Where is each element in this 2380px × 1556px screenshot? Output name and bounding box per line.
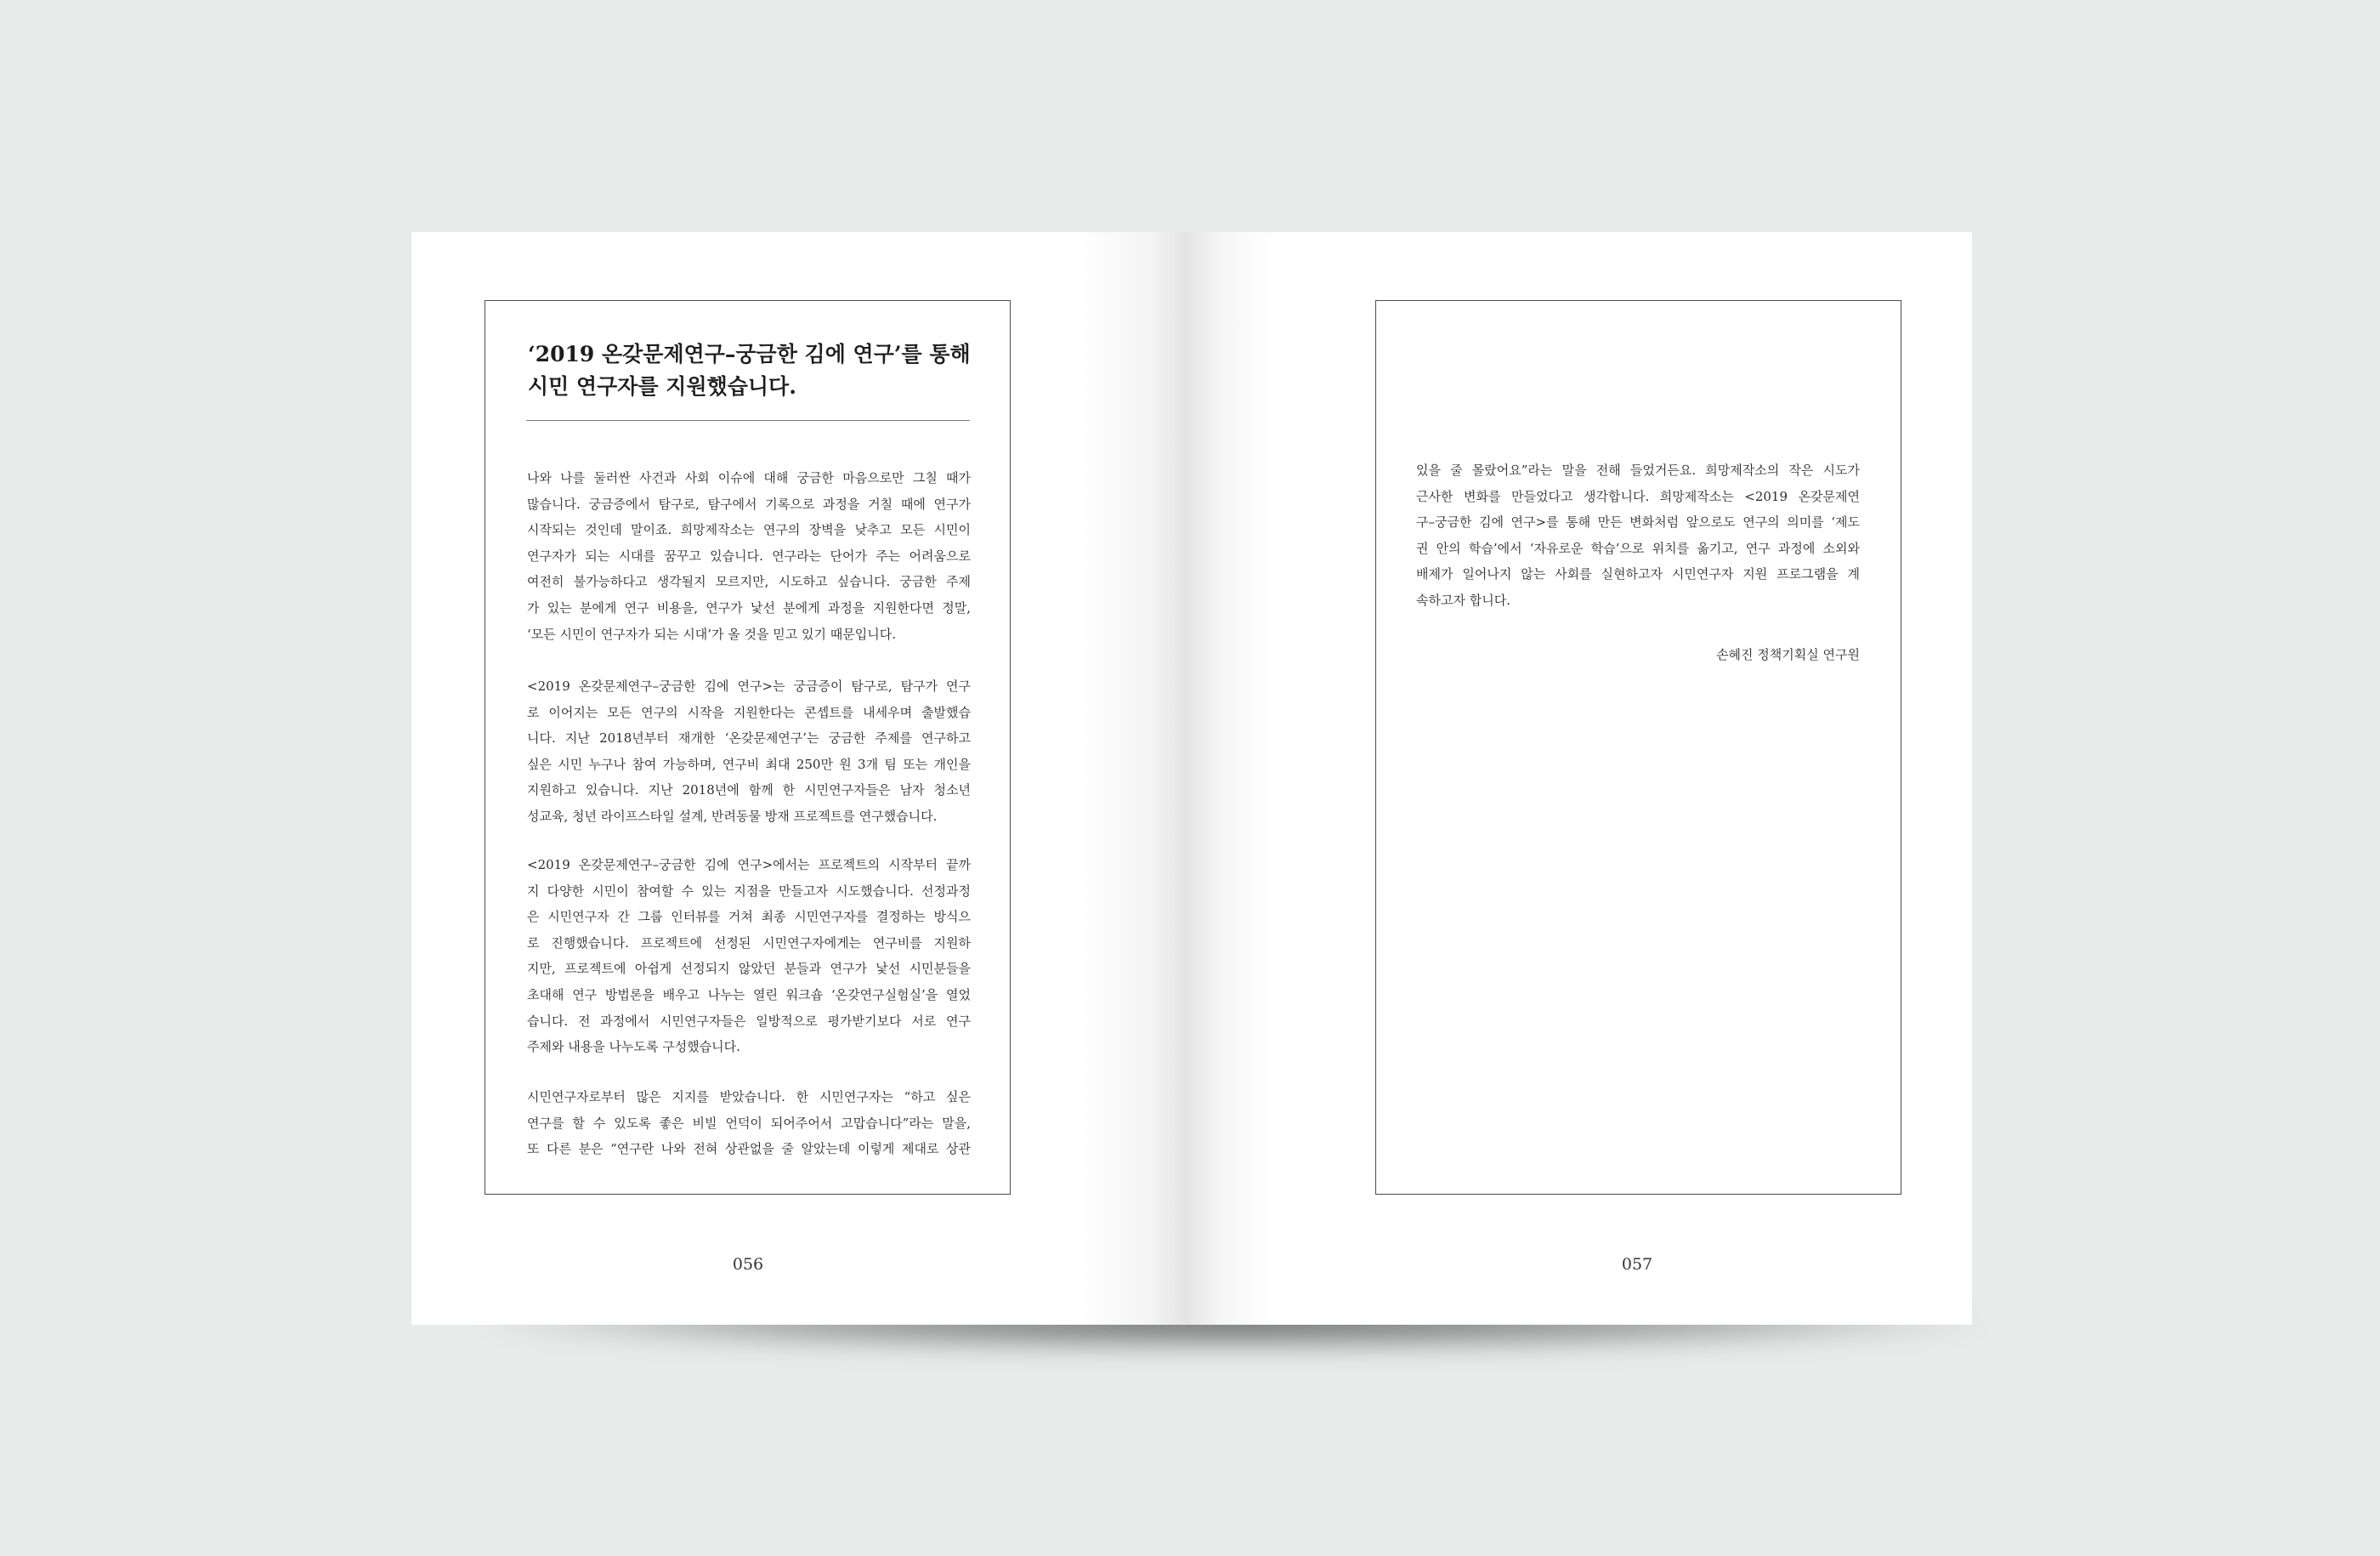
body-paragraph-3 xyxy=(527,852,971,1060)
text-line: 습니다. 전 과정에서 시민연구자들은 일방적으로 평가받기보다 서로 연구 xyxy=(527,1013,971,1029)
text-line: 은 시민연구자 간 그룹 인터뷰를 거쳐 최종 시민연구자를 결정하는 방식으 xyxy=(527,909,971,925)
title-line: 시민 연구자를 지원했습니다. xyxy=(528,374,796,399)
text-line: 또 다른 분은 “연구란 나와 전혀 상관없을 줄 알았는데 이렇게 제대로 상관 xyxy=(527,1141,971,1157)
body-paragraph-2 xyxy=(527,673,971,830)
text-line: 싶은 시민 누구나 참여 가능하며, 연구비 최대 250만 원 3개 팀 또는 개인을 xyxy=(527,756,971,772)
text-line: 니다. 지난 2018년부터 재개한 ‘온갖문제연구’는 궁금한 주제를 연구하고 xyxy=(527,730,971,747)
text-line: 가 있는 분에게 연구 비용을, 연구가 낯선 분에게 과정을 지원한다면 정말, xyxy=(527,599,971,616)
left-page-frame xyxy=(484,300,1011,1195)
body-paragraph-1 xyxy=(527,465,971,647)
title-line: ‘2019 온갖문제연구–궁금한 김에 연구’를 통해 xyxy=(528,342,971,366)
left-page xyxy=(411,232,1188,1325)
text-line: <2019 온갖문제연구–궁금한 김에 연구>는 궁금증이 탐구로, 탐구가 연구 xyxy=(527,679,971,694)
text-line: 권 안의 학습’에서 ‘자유로운 학습’으로 위치를 옮기고, 연구 과정에 소외와 xyxy=(1416,540,1860,556)
title-divider xyxy=(526,420,970,421)
text-line: 로 이어지는 모든 연구의 시작을 지원한다는 콘셉트를 내세우며 출발했습 xyxy=(527,704,971,720)
text-line: 연구를 할 수 있도록 좋은 비빌 언덕이 되어주어서 고맙습니다”라는 말을, xyxy=(527,1115,971,1131)
text-line: ‘모든 시민이 연구자가 되는 시대’가 올 것을 믿고 있기 때문입니다. xyxy=(527,626,896,642)
author-signature: 손혜진 정책기획실 연구원 xyxy=(1716,647,1860,662)
text-line: <2019 온갖문제연구–궁금한 김에 연구>에서는 프로젝트의 시작부터 끝까 xyxy=(527,857,971,872)
page-number: 056 xyxy=(732,1255,764,1274)
text-line: 구–궁금한 김에 연구>를 통해 만든 변화처럼 앞으로도 연구의 의미를 ‘제도 xyxy=(1416,514,1860,531)
text-line: 로 진행했습니다. 프로젝트에 선정된 시민연구자에게는 연구비를 지원하 xyxy=(527,934,971,951)
text-line: 시민연구자로부터 많은 지지를 받았습니다. 한 시민연구자는 “하고 싶은 xyxy=(527,1089,971,1105)
text-line: 지만, 프로젝트에 아쉽게 선정되지 않았던 분들과 연구가 낯선 시민분들을 xyxy=(527,961,971,977)
text-line: 배제가 일어나지 않는 사회를 실현하고자 시민연구자 지원 프로그램을 계 xyxy=(1416,566,1860,582)
text-line: 속하고자 합니다. xyxy=(1416,592,1510,608)
page-number: 057 xyxy=(1621,1255,1653,1274)
text-line: 여전히 불가능하다고 생각될지 모르지만, 시도하고 싶습니다. 궁금한 주제 xyxy=(527,574,971,590)
text-line: 있을 줄 몰랐어요”라는 말을 전해 들었거든요. 희망제작소의 작은 시도가 xyxy=(1416,463,1860,478)
text-line: 지원하고 있습니다. 지난 2018년에 함께 한 시민연구자들은 남자 청소년 xyxy=(527,782,971,798)
body-paragraph-continued xyxy=(1416,457,1860,614)
body-paragraph-4 xyxy=(527,1084,971,1162)
right-page xyxy=(1188,232,1972,1325)
text-line: 시작되는 것인데 말이죠. 희망제작소는 연구의 장벽을 낮추고 모든 시민이 xyxy=(527,522,971,538)
text-line: 주제와 내용을 나누도록 구성했습니다. xyxy=(527,1039,740,1055)
text-line: 나와 나를 둘러싼 사건과 사회 이슈에 대해 궁금한 마음으로만 그칠 때가 xyxy=(527,470,971,486)
text-line: 근사한 변화를 만들었다고 생각합니다. 희망제작소는 <2019 온갖문제연 xyxy=(1416,488,1860,504)
text-line: 성교육, 청년 라이프스타일 설계, 반려동물 방재 프로젝트를 연구했습니다. xyxy=(527,808,938,824)
right-page-frame xyxy=(1375,300,1901,1195)
text-line: 지 다양한 시민이 참여할 수 있는 지점을 만들고자 시도했습니다. 선정과정 xyxy=(527,883,971,899)
text-line: 초대해 연구 방법론을 배우고 나누는 열린 워크숍 ‘온갖연구실험실’을 열었 xyxy=(527,986,971,1002)
page-title xyxy=(528,338,970,403)
text-line: 많습니다. 궁금증에서 탐구로, 탐구에서 기록으로 과정을 거칠 때에 연구가 xyxy=(527,496,971,512)
text-line: 연구자가 되는 시대를 꿈꾸고 있습니다. 연구라는 단어가 주는 어려움으로 xyxy=(527,548,971,564)
